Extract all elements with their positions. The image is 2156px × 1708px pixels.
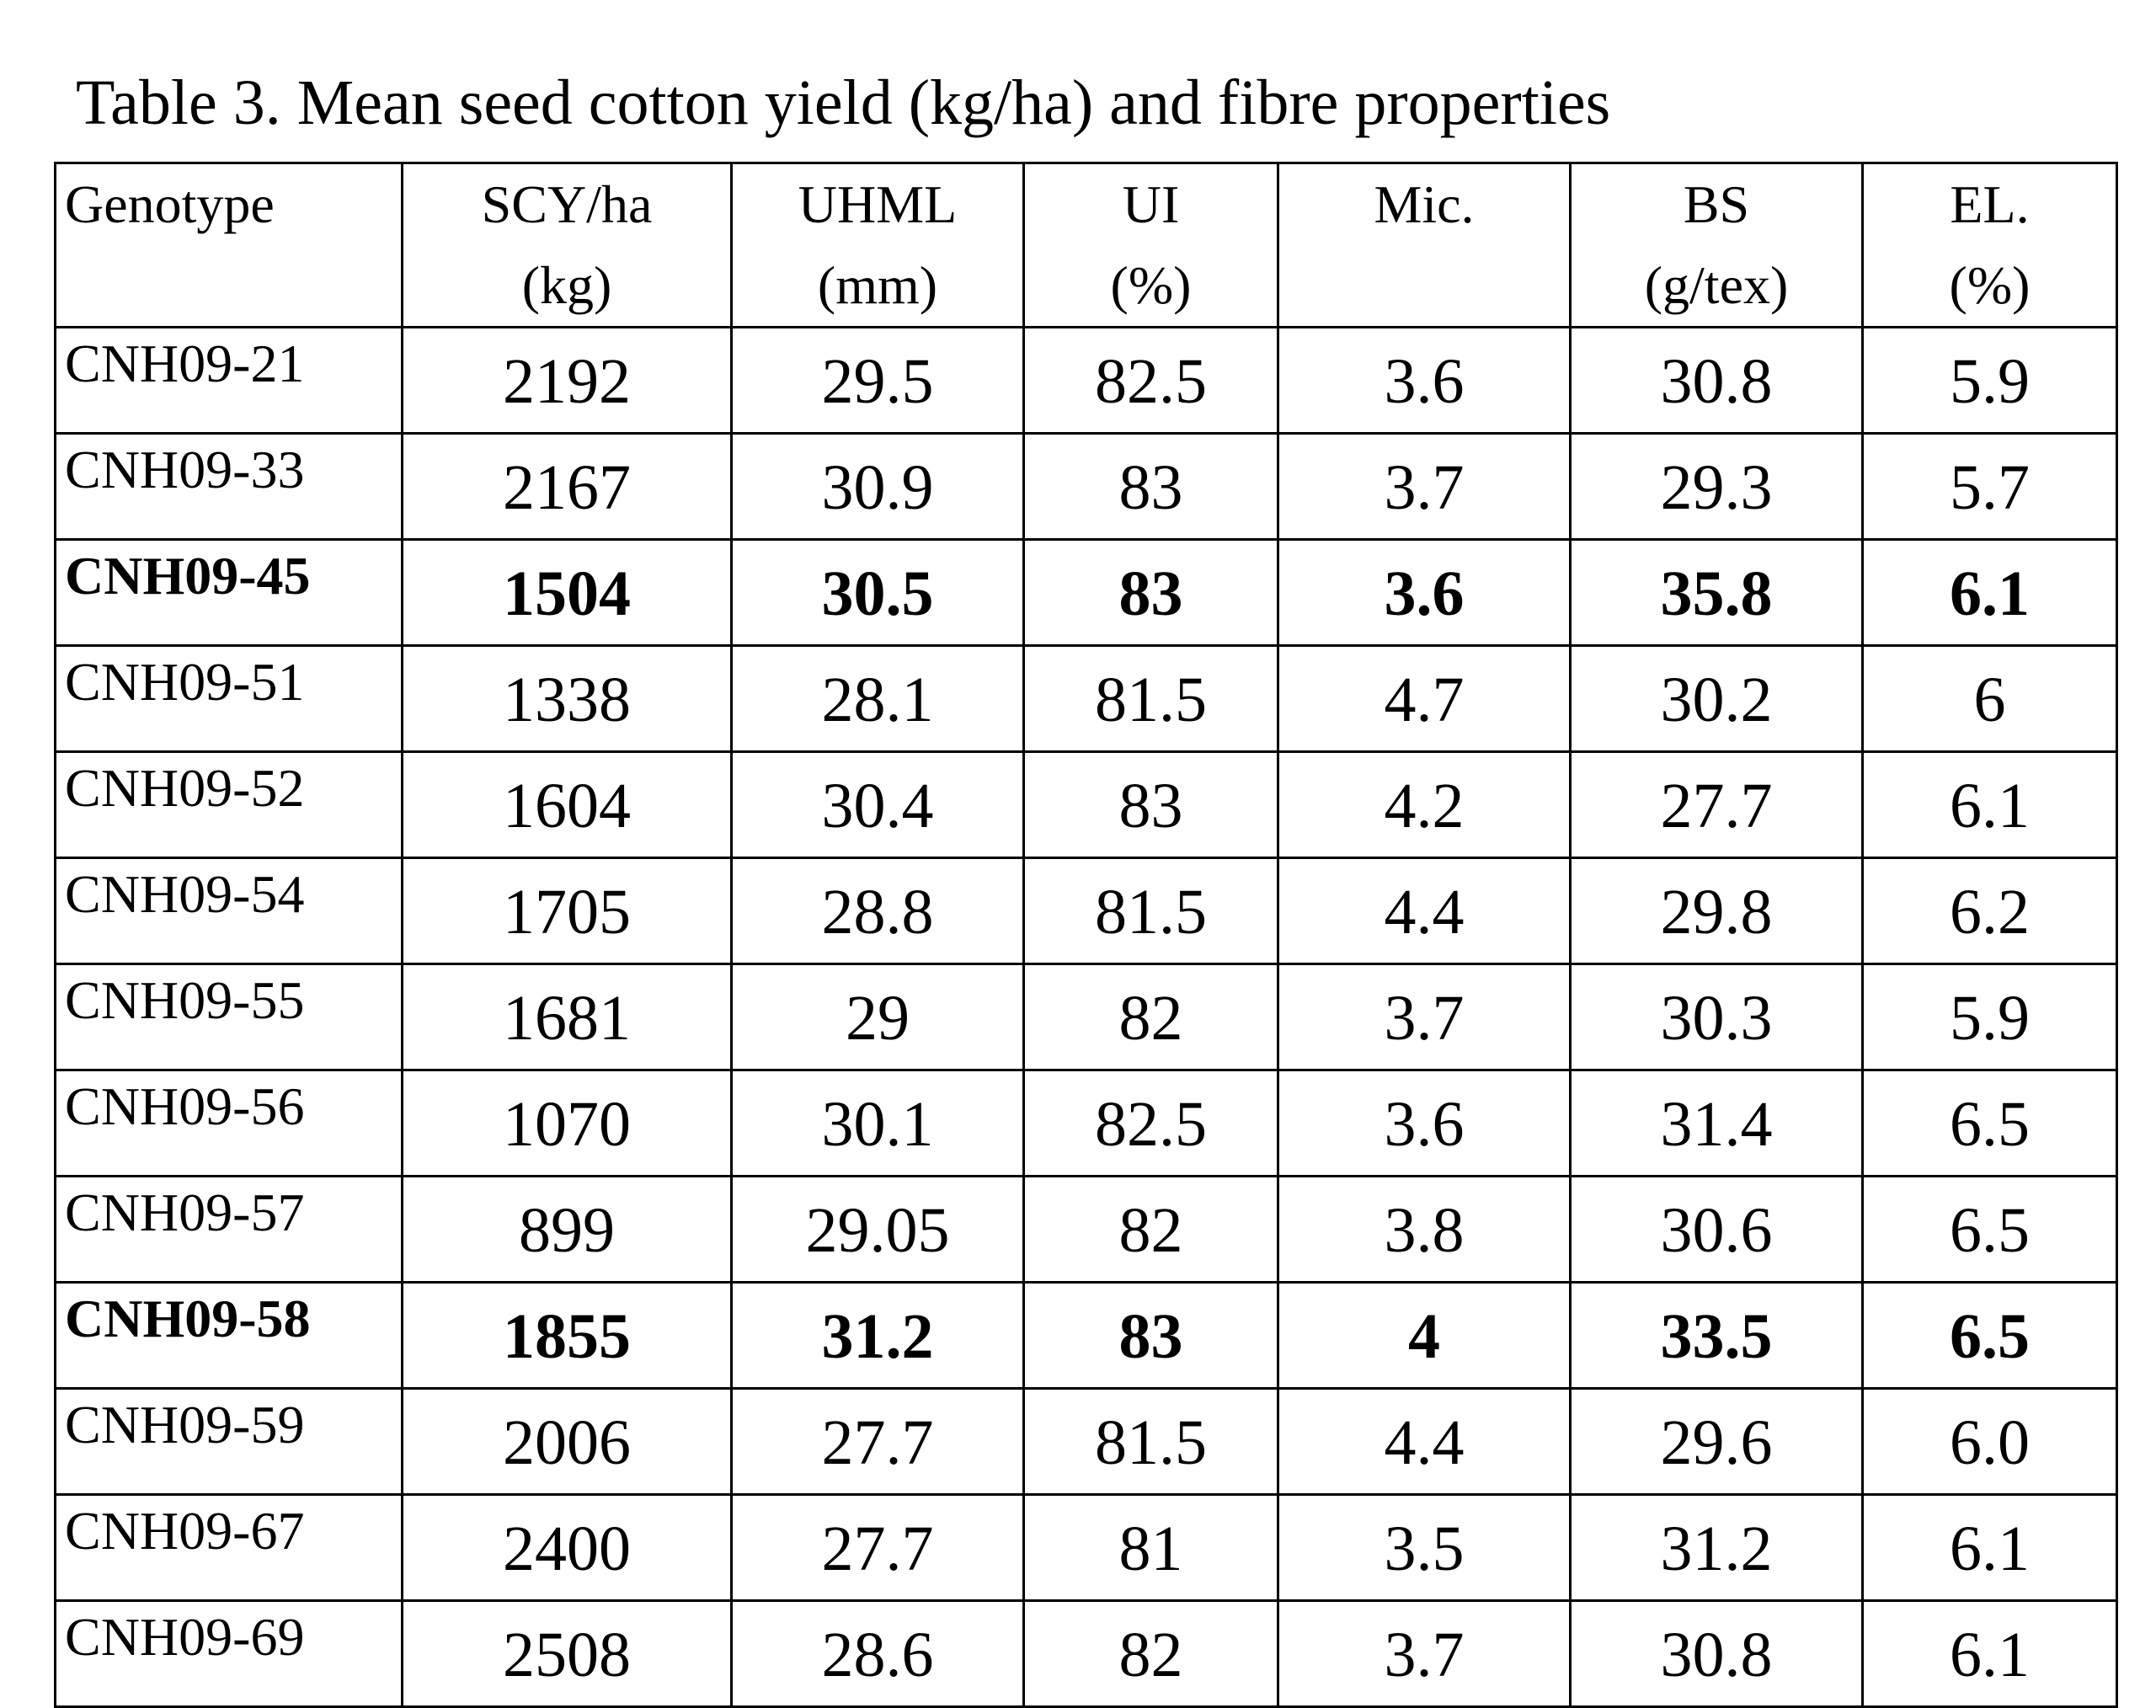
cell-scy: 1604 bbox=[403, 752, 732, 858]
table-row bbox=[56, 964, 2117, 1070]
cell-uhml: 29 bbox=[732, 964, 1024, 1070]
cell-uhml: 30.1 bbox=[732, 1070, 1024, 1177]
cell-ui: 83 bbox=[1024, 540, 1278, 646]
table-row bbox=[56, 858, 2117, 964]
cell-uhml: 30.5 bbox=[732, 540, 1024, 646]
cell-genotype: CNH09-33 bbox=[56, 434, 403, 540]
cell-scy: 1681 bbox=[403, 964, 732, 1070]
cell-ui: 82.5 bbox=[1024, 1070, 1278, 1177]
cell-genotype: CNH09-57 bbox=[56, 1177, 403, 1283]
cell-uhml: 30.4 bbox=[732, 752, 1024, 858]
cell-uhml: 30.9 bbox=[732, 434, 1024, 540]
cell-bs: 29.6 bbox=[1571, 1389, 1863, 1495]
table-row bbox=[56, 752, 2117, 858]
cell-mic: 3.7 bbox=[1278, 964, 1571, 1070]
cell-ui: 82 bbox=[1024, 964, 1278, 1070]
cell-genotype: CNH09-67 bbox=[56, 1495, 403, 1601]
cell-bs: 30.6 bbox=[1571, 1177, 1863, 1283]
cell-scy: 2192 bbox=[403, 328, 732, 434]
cell-scy: 1338 bbox=[403, 646, 732, 752]
cell-scy: 2006 bbox=[403, 1389, 732, 1495]
table-row bbox=[56, 1070, 2117, 1177]
cell-bs: 30.8 bbox=[1571, 328, 1863, 434]
cell-genotype: CNH09-55 bbox=[56, 964, 403, 1070]
table-row bbox=[56, 1283, 2117, 1389]
cell-scy: 899 bbox=[403, 1177, 732, 1283]
cell-uhml: 29.5 bbox=[732, 328, 1024, 434]
header-mic: Mic. bbox=[1278, 163, 1571, 328]
cell-ui: 82 bbox=[1024, 1601, 1278, 1707]
cell-mic: 4 bbox=[1278, 1283, 1571, 1389]
cell-scy: 1070 bbox=[403, 1070, 732, 1177]
cell-scy: 2400 bbox=[403, 1495, 732, 1601]
cell-el: 6.1 bbox=[1863, 540, 2117, 646]
cell-bs: 29.8 bbox=[1571, 858, 1863, 964]
cell-mic: 3.8 bbox=[1278, 1177, 1571, 1283]
header-ui: UI (%) bbox=[1024, 163, 1278, 328]
cell-bs: 33.5 bbox=[1571, 1283, 1863, 1389]
cell-scy: 2508 bbox=[403, 1601, 732, 1707]
cell-ui: 83 bbox=[1024, 1283, 1278, 1389]
table-row bbox=[56, 1177, 2117, 1283]
cell-mic: 4.7 bbox=[1278, 646, 1571, 752]
cell-scy: 1504 bbox=[403, 540, 732, 646]
cell-uhml: 28.8 bbox=[732, 858, 1024, 964]
cell-genotype: CNH09-45 bbox=[56, 540, 403, 646]
cell-el: 6.1 bbox=[1863, 1601, 2117, 1707]
cell-ui: 82 bbox=[1024, 1177, 1278, 1283]
cell-mic: 3.6 bbox=[1278, 540, 1571, 646]
cell-genotype: CNH09-51 bbox=[56, 646, 403, 752]
cell-mic: 3.5 bbox=[1278, 1495, 1571, 1601]
table-row bbox=[56, 434, 2117, 540]
cell-uhml: 28.1 bbox=[732, 646, 1024, 752]
table-row bbox=[56, 540, 2117, 646]
cell-el: 6.1 bbox=[1863, 1495, 2117, 1601]
cell-el: 5.9 bbox=[1863, 328, 2117, 434]
header-genotype: Genotype bbox=[56, 163, 403, 328]
cell-el: 6.1 bbox=[1863, 752, 2117, 858]
cell-bs: 31.2 bbox=[1571, 1495, 1863, 1601]
cell-bs: 31.4 bbox=[1571, 1070, 1863, 1177]
cell-uhml: 27.7 bbox=[732, 1389, 1024, 1495]
table-row bbox=[56, 1495, 2117, 1601]
cell-ui: 81.5 bbox=[1024, 1389, 1278, 1495]
cell-mic: 4.4 bbox=[1278, 1389, 1571, 1495]
cell-uhml: 29.05 bbox=[732, 1177, 1024, 1283]
cell-mic: 4.4 bbox=[1278, 858, 1571, 964]
header-row bbox=[56, 163, 2117, 328]
cell-mic: 3.7 bbox=[1278, 1601, 1571, 1707]
cell-bs: 30.3 bbox=[1571, 964, 1863, 1070]
cell-mic: 4.2 bbox=[1278, 752, 1571, 858]
cell-ui: 83 bbox=[1024, 434, 1278, 540]
cell-genotype: CNH09-54 bbox=[56, 858, 403, 964]
cell-scy: 2167 bbox=[403, 434, 732, 540]
cell-el: 6 bbox=[1863, 646, 2117, 752]
cell-el: 6.5 bbox=[1863, 1283, 2117, 1389]
cell-genotype: CNH09-59 bbox=[56, 1389, 403, 1495]
cell-mic: 3.7 bbox=[1278, 434, 1571, 540]
cell-genotype: CNH09-56 bbox=[56, 1070, 403, 1177]
cell-el: 5.7 bbox=[1863, 434, 2117, 540]
cell-scy: 1855 bbox=[403, 1283, 732, 1389]
table-row bbox=[56, 1601, 2117, 1707]
cell-el: 6.5 bbox=[1863, 1177, 2117, 1283]
cell-uhml: 31.2 bbox=[732, 1283, 1024, 1389]
cell-bs: 27.7 bbox=[1571, 752, 1863, 858]
cell-el: 6.5 bbox=[1863, 1070, 2117, 1177]
cell-bs: 29.3 bbox=[1571, 434, 1863, 540]
header-uhml: UHML (mm) bbox=[732, 163, 1024, 328]
cell-ui: 81 bbox=[1024, 1495, 1278, 1601]
cell-bs: 35.8 bbox=[1571, 540, 1863, 646]
cell-scy: 1705 bbox=[403, 858, 732, 964]
cell-el: 6.2 bbox=[1863, 858, 2117, 964]
header-bs: BS (g/tex) bbox=[1571, 163, 1863, 328]
cell-genotype: CNH09-21 bbox=[56, 328, 403, 434]
cell-bs: 30.8 bbox=[1571, 1601, 1863, 1707]
table-caption: Table 3. Mean seed cotton yield (kg/ha) and fibre properties bbox=[76, 67, 1611, 138]
cell-ui: 81.5 bbox=[1024, 646, 1278, 752]
cell-mic: 3.6 bbox=[1278, 1070, 1571, 1177]
cell-ui: 81.5 bbox=[1024, 858, 1278, 964]
table-body bbox=[56, 328, 2117, 1707]
cell-el: 6.0 bbox=[1863, 1389, 2117, 1495]
cell-mic: 3.6 bbox=[1278, 328, 1571, 434]
cell-ui: 83 bbox=[1024, 752, 1278, 858]
cell-uhml: 27.7 bbox=[732, 1495, 1024, 1601]
cell-genotype: CNH09-52 bbox=[56, 752, 403, 858]
cell-uhml: 28.6 bbox=[732, 1601, 1024, 1707]
results-table bbox=[54, 162, 2118, 1708]
cell-ui: 82.5 bbox=[1024, 328, 1278, 434]
table-row bbox=[56, 646, 2117, 752]
cell-el: 5.9 bbox=[1863, 964, 2117, 1070]
cell-genotype: CNH09-58 bbox=[56, 1283, 403, 1389]
header-el: EL. (%) bbox=[1863, 163, 2117, 328]
cell-genotype: CNH09-69 bbox=[56, 1601, 403, 1707]
header-scy: SCY/ha (kg) bbox=[403, 163, 732, 328]
table-row bbox=[56, 328, 2117, 434]
cell-bs: 30.2 bbox=[1571, 646, 1863, 752]
table-row bbox=[56, 1389, 2117, 1495]
